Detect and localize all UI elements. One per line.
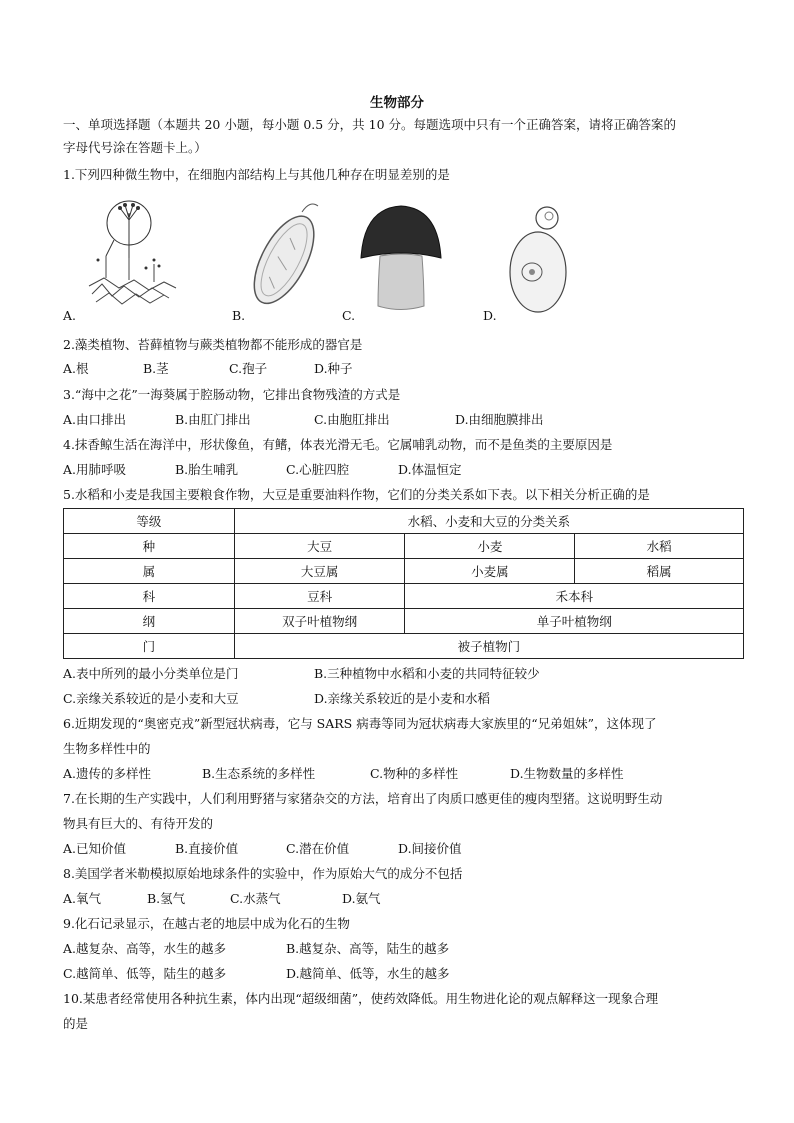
- table-cell: 双子叶植物纲: [234, 609, 405, 634]
- q8-option-b[interactable]: B.氢气: [147, 891, 186, 906]
- q3-option-c[interactable]: C.由胞肛排出: [314, 412, 390, 427]
- question-1-stem: 1.下列四种微生物中，在细胞内部结构上与其他几种存在明显差别的是: [63, 167, 450, 182]
- table-cell: 水稻: [575, 534, 744, 559]
- table-row: [64, 509, 744, 534]
- figure-b-bacterium: [240, 198, 330, 316]
- section-instruction-line-1: 一、单项选择题（本题共 20 小题，每小题 0.5 分，共 10 分。每题选项中只有一个正确答案，请将正确答案的: [63, 117, 677, 132]
- q3-option-a[interactable]: A.由口排出: [63, 412, 127, 427]
- q4-option-b[interactable]: B.胎生哺乳: [175, 462, 239, 477]
- table-row: [64, 584, 744, 609]
- table-header-level: 等级: [64, 509, 235, 534]
- question-10-stem-line-1: 10.某患者经常使用各种抗生素，体内出现“超级细菌”，使药效降低。用生物进化论的观点解释这一现象合理: [63, 991, 659, 1006]
- table-row: [64, 609, 744, 634]
- table-cell: 豆科: [234, 584, 405, 609]
- q4-option-a[interactable]: A.用肺呼吸: [63, 462, 127, 477]
- question-7-stem-line-2: 物具有巨大的、有待开发的: [63, 816, 214, 831]
- question-8-stem: 8.美国学者米勒模拟原始地球条件的实验中，作为原始大气的成分不包括: [63, 866, 463, 881]
- table-row: [64, 634, 744, 659]
- q8-option-c[interactable]: C.水蒸气: [230, 891, 281, 906]
- table-cell: 稻属: [575, 559, 744, 584]
- figure-label-a: A.: [63, 308, 77, 323]
- table-cell: 大豆: [234, 534, 405, 559]
- question-6-stem-line-1: 6.近期发现的“奥密克戎”新型冠状病毒，它与 SARS 病毒等同为冠状病毒大家族里的“兄弟姐妹”，这体现了: [63, 716, 657, 731]
- classification-table: [63, 508, 744, 659]
- table-cell: 单子叶植物纲: [405, 609, 744, 634]
- table-cell: 纲: [64, 609, 235, 634]
- q8-option-a[interactable]: A.氧气: [63, 891, 102, 906]
- section-instruction-line-2: 字母代号涂在答题卡上。）: [63, 140, 207, 155]
- question-9-stem: 9.化石记录显示，在越古老的地层中成为化石的生物: [63, 916, 350, 931]
- q7-option-a[interactable]: A.已知价值: [63, 841, 127, 856]
- figure-label-d: D.: [483, 308, 497, 323]
- q7-option-b[interactable]: B.直接价值: [175, 841, 239, 856]
- q5-option-a[interactable]: A.表中所列的最小分类单位是门: [63, 666, 239, 681]
- question-4-stem: 4.抹香鲸生活在海洋中，形状像鱼，有鳍，体表光滑无毛。它属哺乳动物，而不是鱼类的主要原因是: [63, 437, 613, 452]
- question-3-stem: 3.“海中之花”一海葵属于腔肠动物，它排出食物残渣的方式是: [63, 387, 401, 402]
- q3-option-b[interactable]: B.由肛门排出: [175, 412, 251, 427]
- q9-option-b[interactable]: B.越复杂、高等，陆生的越多: [286, 941, 450, 956]
- figure-d-yeast: [498, 200, 578, 323]
- q2-option-d[interactable]: D.种子: [314, 361, 353, 376]
- table-row: [64, 559, 744, 584]
- figure-label-b: B.: [232, 308, 246, 323]
- q2-option-b[interactable]: B.茎: [143, 361, 169, 376]
- table-cell: 小麦: [405, 534, 575, 559]
- page-title: 生物部分: [370, 95, 424, 111]
- q2-option-a[interactable]: A.根: [63, 361, 89, 376]
- q8-option-d[interactable]: D.氨气: [342, 891, 381, 906]
- q9-option-d[interactable]: D.越简单、低等，水生的越多: [286, 966, 450, 981]
- table-cell: 被子植物门: [234, 634, 743, 659]
- question-5-stem: 5.水稻和小麦是我国主要粮食作物，大豆是重要油料作物，它们的分类关系如下表。以下相关分析正确的是: [63, 487, 650, 502]
- table-cell: 种: [64, 534, 235, 559]
- q6-option-a[interactable]: A.遗传的多样性: [63, 766, 152, 781]
- q6-option-c[interactable]: C.物种的多样性: [370, 766, 459, 781]
- table-cell: 大豆属: [234, 559, 405, 584]
- q4-option-c[interactable]: C.心脏四腔: [286, 462, 350, 477]
- q6-option-d[interactable]: D.生物数量的多样性: [510, 766, 624, 781]
- q7-option-d[interactable]: D.间接价值: [398, 841, 462, 856]
- question-7-stem-line-1: 7.在长期的生产实践中，人们利用野猪与家猪杂交的方法，培育出了肉质口感更佳的瘦肉型猪。这说明野生动: [63, 791, 663, 806]
- q6-option-b[interactable]: B.生态系统的多样性: [202, 766, 316, 781]
- question-6-stem-line-2: 生物多样性中的: [63, 741, 151, 756]
- table-cell: 禾本科: [405, 584, 744, 609]
- q7-option-c[interactable]: C.潜在价值: [286, 841, 350, 856]
- q5-option-b[interactable]: B.三种植物中水稻和小麦的共同特征较少: [314, 666, 540, 681]
- q4-option-d[interactable]: D.体温恒定: [398, 462, 462, 477]
- table-header-relation: 水稻、小麦和大豆的分类关系: [234, 509, 743, 534]
- table-row: [64, 534, 744, 559]
- figure-label-c: C.: [342, 308, 356, 323]
- table-cell: 属: [64, 559, 235, 584]
- figure-c-mushroom: [356, 198, 446, 316]
- question-10-stem-line-2: 的是: [63, 1016, 89, 1031]
- q2-option-c[interactable]: C.孢子: [229, 361, 268, 376]
- q3-option-d[interactable]: D.由细胞膜排出: [455, 412, 544, 427]
- q9-option-a[interactable]: A.越复杂、高等，水生的越多: [63, 941, 227, 956]
- question-2-stem: 2.藻类植物、苔藓植物与蕨类植物都不能形成的器官是: [63, 337, 363, 352]
- table-cell: 门: [64, 634, 235, 659]
- q9-option-c[interactable]: C.越简单、低等，陆生的越多: [63, 966, 227, 981]
- table-cell: 科: [64, 584, 235, 609]
- figure-a-mold: [84, 198, 179, 313]
- table-cell: 小麦属: [405, 559, 575, 584]
- q5-option-d[interactable]: D.亲缘关系较近的是小麦和水稻: [314, 691, 491, 706]
- q5-option-c[interactable]: C.亲缘关系较近的是小麦和大豆: [63, 691, 239, 706]
